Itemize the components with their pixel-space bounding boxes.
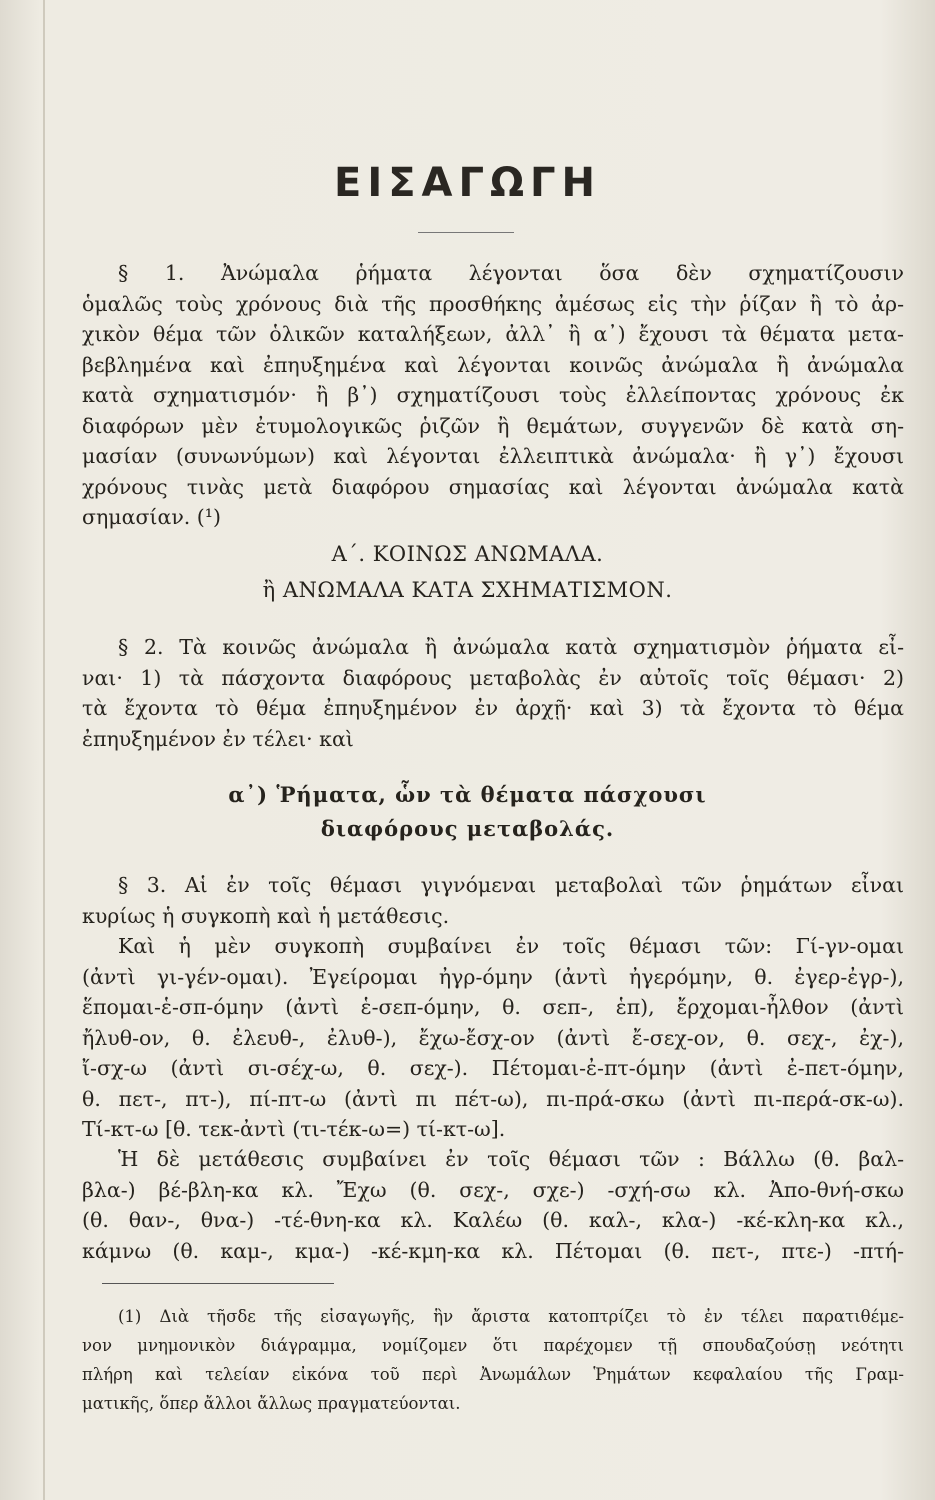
- paragraph-line: ὁμαλῶς τοὺς χρόνους διὰ τῆς προσθήκης ἀμέσως εἰς τὴν ῥίζαν ἢ τὸ ἀρ-: [82, 291, 904, 316]
- paragraph-line: § 2. Τὰ κοινῶς ἀνώμαλα ἢ ἀνώμαλα κατὰ σχηματισμὸν ῥήματα εἶ-: [118, 635, 904, 659]
- section-heading: Α΄. ΚΟΙΝΩΣ ΑΝΩΜΑΛΑ.: [331, 542, 604, 566]
- paragraph-line: τὰ ἔχοντα τὸ θέμα ἐπηυξημένον ἐν ἀρχῇ· καὶ 3) τὰ ἔχοντα τὸ θέμα: [82, 696, 904, 720]
- footnote-divider: [102, 1283, 334, 1284]
- subsection-heading-line: διαφόρους μεταβολάς.: [320, 816, 615, 841]
- paragraph-line: βεβλημένα καὶ ἐπηυξημένα καὶ λέγονται κοινῶς ἀνώμαλα ἢ ἀνώμαλα: [82, 352, 904, 377]
- title-divider: [418, 232, 514, 233]
- paragraph-3: [82, 870, 904, 931]
- paragraph-line: ἕπομαι-ἑ-σπ-όμην (ἀντὶ ἑ-σεπ-όμην, θ. σεπ-, ἑπ), ἔρχομαι-ἦλθον (ἀντὶ: [82, 995, 904, 1019]
- paragraph-line: ἴ-σχ-ω (ἀντὶ σι-σέχ-ω, θ. σεχ-). Πέτομαι-ἐ-πτ-όμην (ἀντὶ ἐ-πετ-όμην,: [82, 1056, 904, 1080]
- footnote: [82, 1302, 904, 1418]
- paragraph-2: [82, 632, 904, 754]
- paragraph-line: ἤλυθ-ον, θ. ἐλευθ-, ἐλυθ-), ἔχω-ἔσχ-ον (ἀντὶ ἔ-σεχ-ον, θ. σεχ-, ἐχ-),: [82, 1025, 904, 1050]
- paragraph-line: βλα-) βέ-βλη-κα κλ. Ἔχω (θ. σεχ-, σχε-) -σχή-σω κλ. Ἀπο-θνή-σκω: [82, 1177, 904, 1202]
- paragraph-line: μασίαν (συνωνύμων) καὶ λέγονται ἐλλειπτικὰ ἀνώμαλα· ἢ γ᾿) ἔχουσι: [82, 444, 904, 468]
- paragraph-4: [82, 931, 904, 1145]
- paragraph-5: [82, 1144, 904, 1266]
- paragraph-line: θ. πετ-, πτ-), πί-πτ-ω (ἀντὶ πι πέτ-ω), πι-πρά-σκω (ἀντὶ πι-περά-σκ-ω).: [82, 1086, 904, 1111]
- paragraph-line: κάμνω (θ. καμ-, κμα-) -κέ-κμη-κα κλ. Πέτομαι (θ. πετ-, πτε-) -πτή-: [82, 1238, 904, 1263]
- paragraph-line: χικὸν θέμα τῶν ὁλικῶν καταλήξεων, ἀλλ᾿ ἢ α᾿) ἔχουσι τὰ θέματα μετα-: [82, 322, 904, 346]
- footnote-line: νον μνημονικὸν διάγραμμα, νομίζομεν ὅτι παρέχομεν τῇ σπουδαζούσῃ νεότητι: [82, 1336, 904, 1355]
- paragraph-line: κυρίως ἡ συγκοπὴ καὶ ἡ μετάθεσις.: [82, 903, 450, 928]
- paragraph-line: διαφόρων μὲν ἐτυμολογικῶς ῥιζῶν ἢ θεμάτων, συγγενῶν δὲ κατὰ ση-: [82, 413, 904, 438]
- page-binding-shadow: [43, 0, 45, 1500]
- section-subheading: ἢ ΑΝΩΜΑΛΑ ΚΑΤΑ ΣΧΗΜΑΤΙΣΜΟΝ.: [262, 578, 673, 602]
- paragraph-line: ναι· 1) τὰ πάσχοντα διαφόρους μεταβολὰς ἐν αὐτοῖς τοῖς θέμασι· 2): [82, 665, 904, 690]
- footnote-line: πλήρη καὶ τελείαν εἰκόνα τοῦ περὶ Ἀνωμάλων Ῥημάτων κεφαλαίου τῆς Γραμ-: [82, 1365, 904, 1384]
- paragraph-line: Τί-κτ-ω [θ. τεκ-ἀντὶ (τι-τέκ-ω=) τί-κτ-ω].: [82, 1117, 506, 1141]
- paragraph-line: (θ. θαν-, θνα-) -τέ-θνη-κα κλ. Καλέω (θ. καλ-, κλα-) -κέ-κλη-κα κλ.,: [82, 1208, 904, 1232]
- paragraph-line: κατὰ σχηματισμόν· ἢ β᾿) σχηματίζουσι τοὺς ἐλλείποντας χρόνους ἐκ: [82, 383, 904, 407]
- paragraph-line: σημασίαν. (¹): [82, 505, 222, 529]
- footnote-line: (1) Διὰ τῆσδε τῆς εἰσαγωγῆς, ἣν ἄριστα κατοπτρίζει τὸ ἐν τέλει παρατιθέμε-: [118, 1307, 904, 1326]
- subsection-heading-line: α᾿) Ῥήματα, ὧν τὰ θέματα πάσχουσι: [228, 782, 707, 807]
- paragraph-line: § 3. Αἱ ἐν τοῖς θέμασι γιγνόμεναι μεταβολαὶ τῶν ῥημάτων εἶναι: [118, 873, 904, 897]
- page-title: ΕΙΣΑΓΩΓΗ: [334, 160, 601, 206]
- paragraph-line: (ἀντὶ γι-γέν-ομαι). Ἐγείρομαι ἠγρ-όμην (ἀντὶ ἠγερόμην, θ. ἐγερ-ἐγρ-),: [82, 964, 904, 989]
- paragraph-line: χρόνους τινὰς μετὰ διαφόρου σημασίας καὶ λέγονται ἀνώμαλα κατὰ: [82, 474, 904, 499]
- paragraph-line: § 1. Ἀνώμαλα ῥήματα λέγονται ὅσα δὲν σχηματίζουσιν: [118, 261, 904, 285]
- paragraph-line: Καὶ ἡ μὲν συγκοπὴ συμβαίνει ἐν τοῖς θέμασι τῶν: Γί-γν-ομαι: [118, 934, 904, 958]
- paragraph-line: Ἡ δὲ μετάθεσις συμβαίνει ἐν τοῖς θέμασι τῶν : Βάλλω (θ. βαλ-: [118, 1147, 904, 1171]
- paragraph-1: [82, 258, 904, 533]
- footnote-line: ματικῆς, ὅπερ ἄλλοι ἄλλως πραγματεύονται.: [82, 1394, 461, 1413]
- paragraph-line: ἐπηυξημένον ἐν τέλει· καὶ: [82, 726, 354, 751]
